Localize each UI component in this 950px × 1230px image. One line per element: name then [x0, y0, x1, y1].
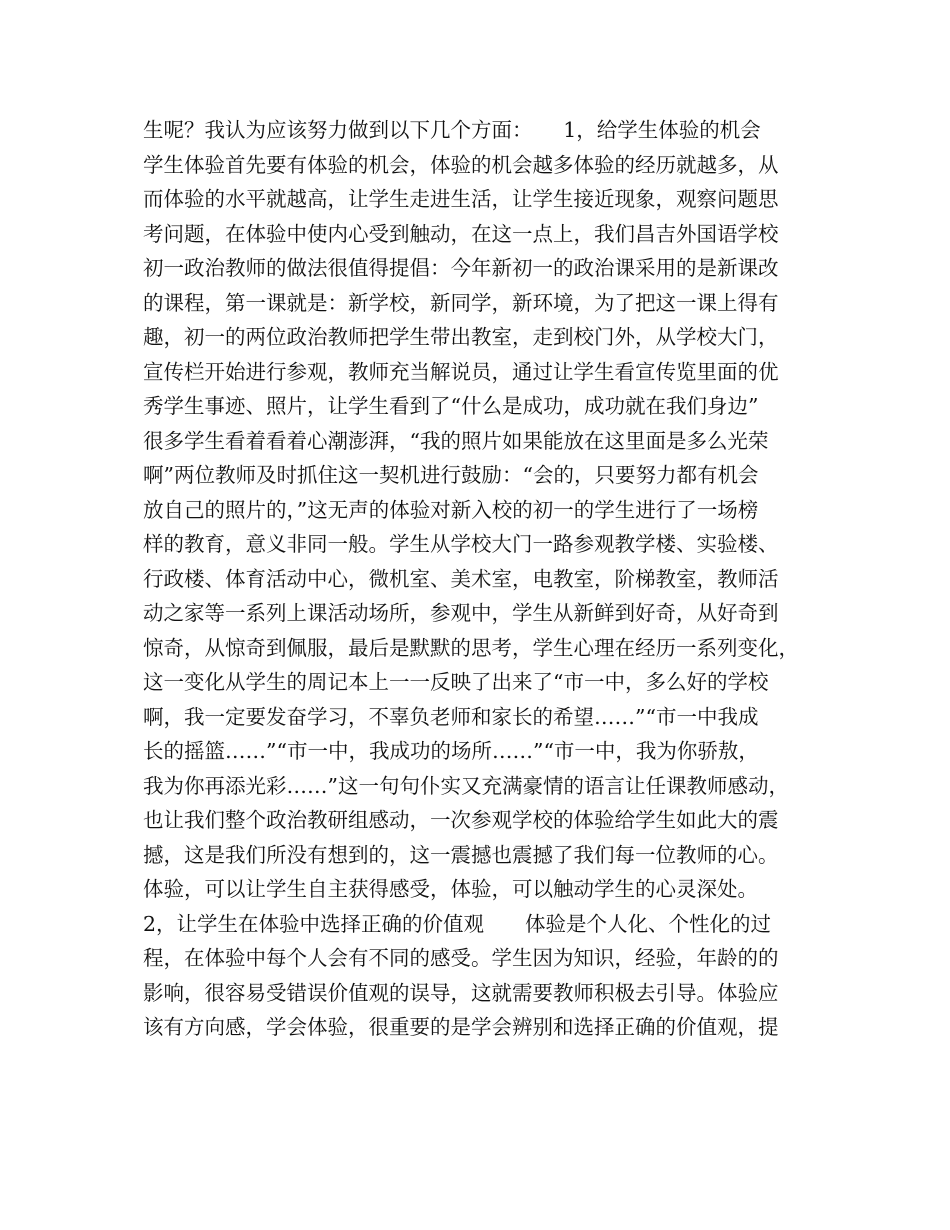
text-line: 样的教育，意义非同一般。学生从学校大门一路参观教学楼、实验楼、 — [143, 532, 779, 556]
text-line: 宣传栏开始进行参观，教师充当解说员，通过让学生看宣传览里面的优 — [143, 359, 779, 384]
text-line: 该有方向感，学会体验，很重要的是学会辨别和选择正确的价值观，提 — [143, 1015, 779, 1039]
text-line: 行政楼、体育活动中心，微机室、美术室，电教室，阶梯教室，教师活 — [143, 566, 779, 591]
text-line: 程，在体验中每个人会有不同的感受。学生因为知识，经验，年龄的的 — [143, 946, 779, 970]
body-text — [143, 113, 823, 1045]
text-line: 放自己的照片的，”这无声的体验对新入校的初一的学生进行了一场榜 — [143, 497, 759, 522]
text-line: 生呢？我认为应该努力做到以下几个方面： 1，给学生体验的机会 — [143, 118, 761, 142]
text-line: 而体验的水平就越高，让学生走进生活，让学生接近现象，观察问题思 — [143, 187, 779, 211]
text-line: 学生体验首先要有体验的机会，体验的机会越多体验的经历就越多，从 — [143, 152, 779, 177]
text-line: 啊，我一定要发奋学习，不辜负老师和家长的希望……”“市一中我成 — [143, 704, 759, 729]
text-line: 动之家等一系列上课活动场所，参观中，学生从新鲜到好奇，从好奇到 — [143, 601, 779, 625]
text-line: 2，让学生在体验中选择正确的价值观 体验是个人化、个性化的过 — [143, 911, 772, 936]
text-line: 这一变化从学生的周记本上一一反映了出来了“市一中，多么好的学校 — [143, 670, 769, 694]
text-line: 也让我们整个政治教研组感动，一次参观学校的体验给学生如此大的震 — [143, 808, 779, 832]
text-line: 撼，这是我们所没有想到的，这一震撼也震撼了我们每一位教师的心。 — [143, 842, 779, 867]
text-line: 初一政治教师的做法很值得提倡：今年新初一的政治课采用的是新课改 — [143, 256, 779, 280]
text-line: 体验，可以让学生自主获得感受，体验，可以触动学生的心灵深处。 — [143, 877, 758, 901]
text-line: 啊”两位教师及时抓住这一契机进行鼓励：“会的，只要努力都有机会 — [143, 463, 759, 487]
text-line: 的课程，第一课就是：新学校，新同学，新环境，为了把这一课上得有 — [143, 290, 779, 315]
text-line: 趣，初一的两位政治教师把学生带出教室，走到校门外，从学校大门， — [143, 325, 779, 349]
text-line: 惊奇，从惊奇到佩服，最后是默默的思考，学生心理在经历一系列变化， — [143, 635, 799, 660]
text-line: 影响，很容易受错误价值观的误导，这就需要教师积极去引导。体验应 — [143, 980, 779, 1005]
text-line: 长的摇篮……”“市一中，我成功的场所……”“市一中，我为你骄敖， — [143, 739, 759, 763]
text-line: 考问题，在体验中使内心受到触动，在这一点上，我们昌吉外国语学校 — [143, 221, 779, 246]
text-line: 我为你再添光彩……”这一句句仆实又充满豪情的语言让任课教师感动， — [143, 773, 789, 798]
text-line: 秀学生事迹、照片，让学生看到了“什么是成功，成功就在我们身边” — [143, 394, 759, 418]
text-line: 很多学生看着看着心潮澎湃，“我的照片如果能放在这里面是多么光荣 — [143, 428, 769, 453]
